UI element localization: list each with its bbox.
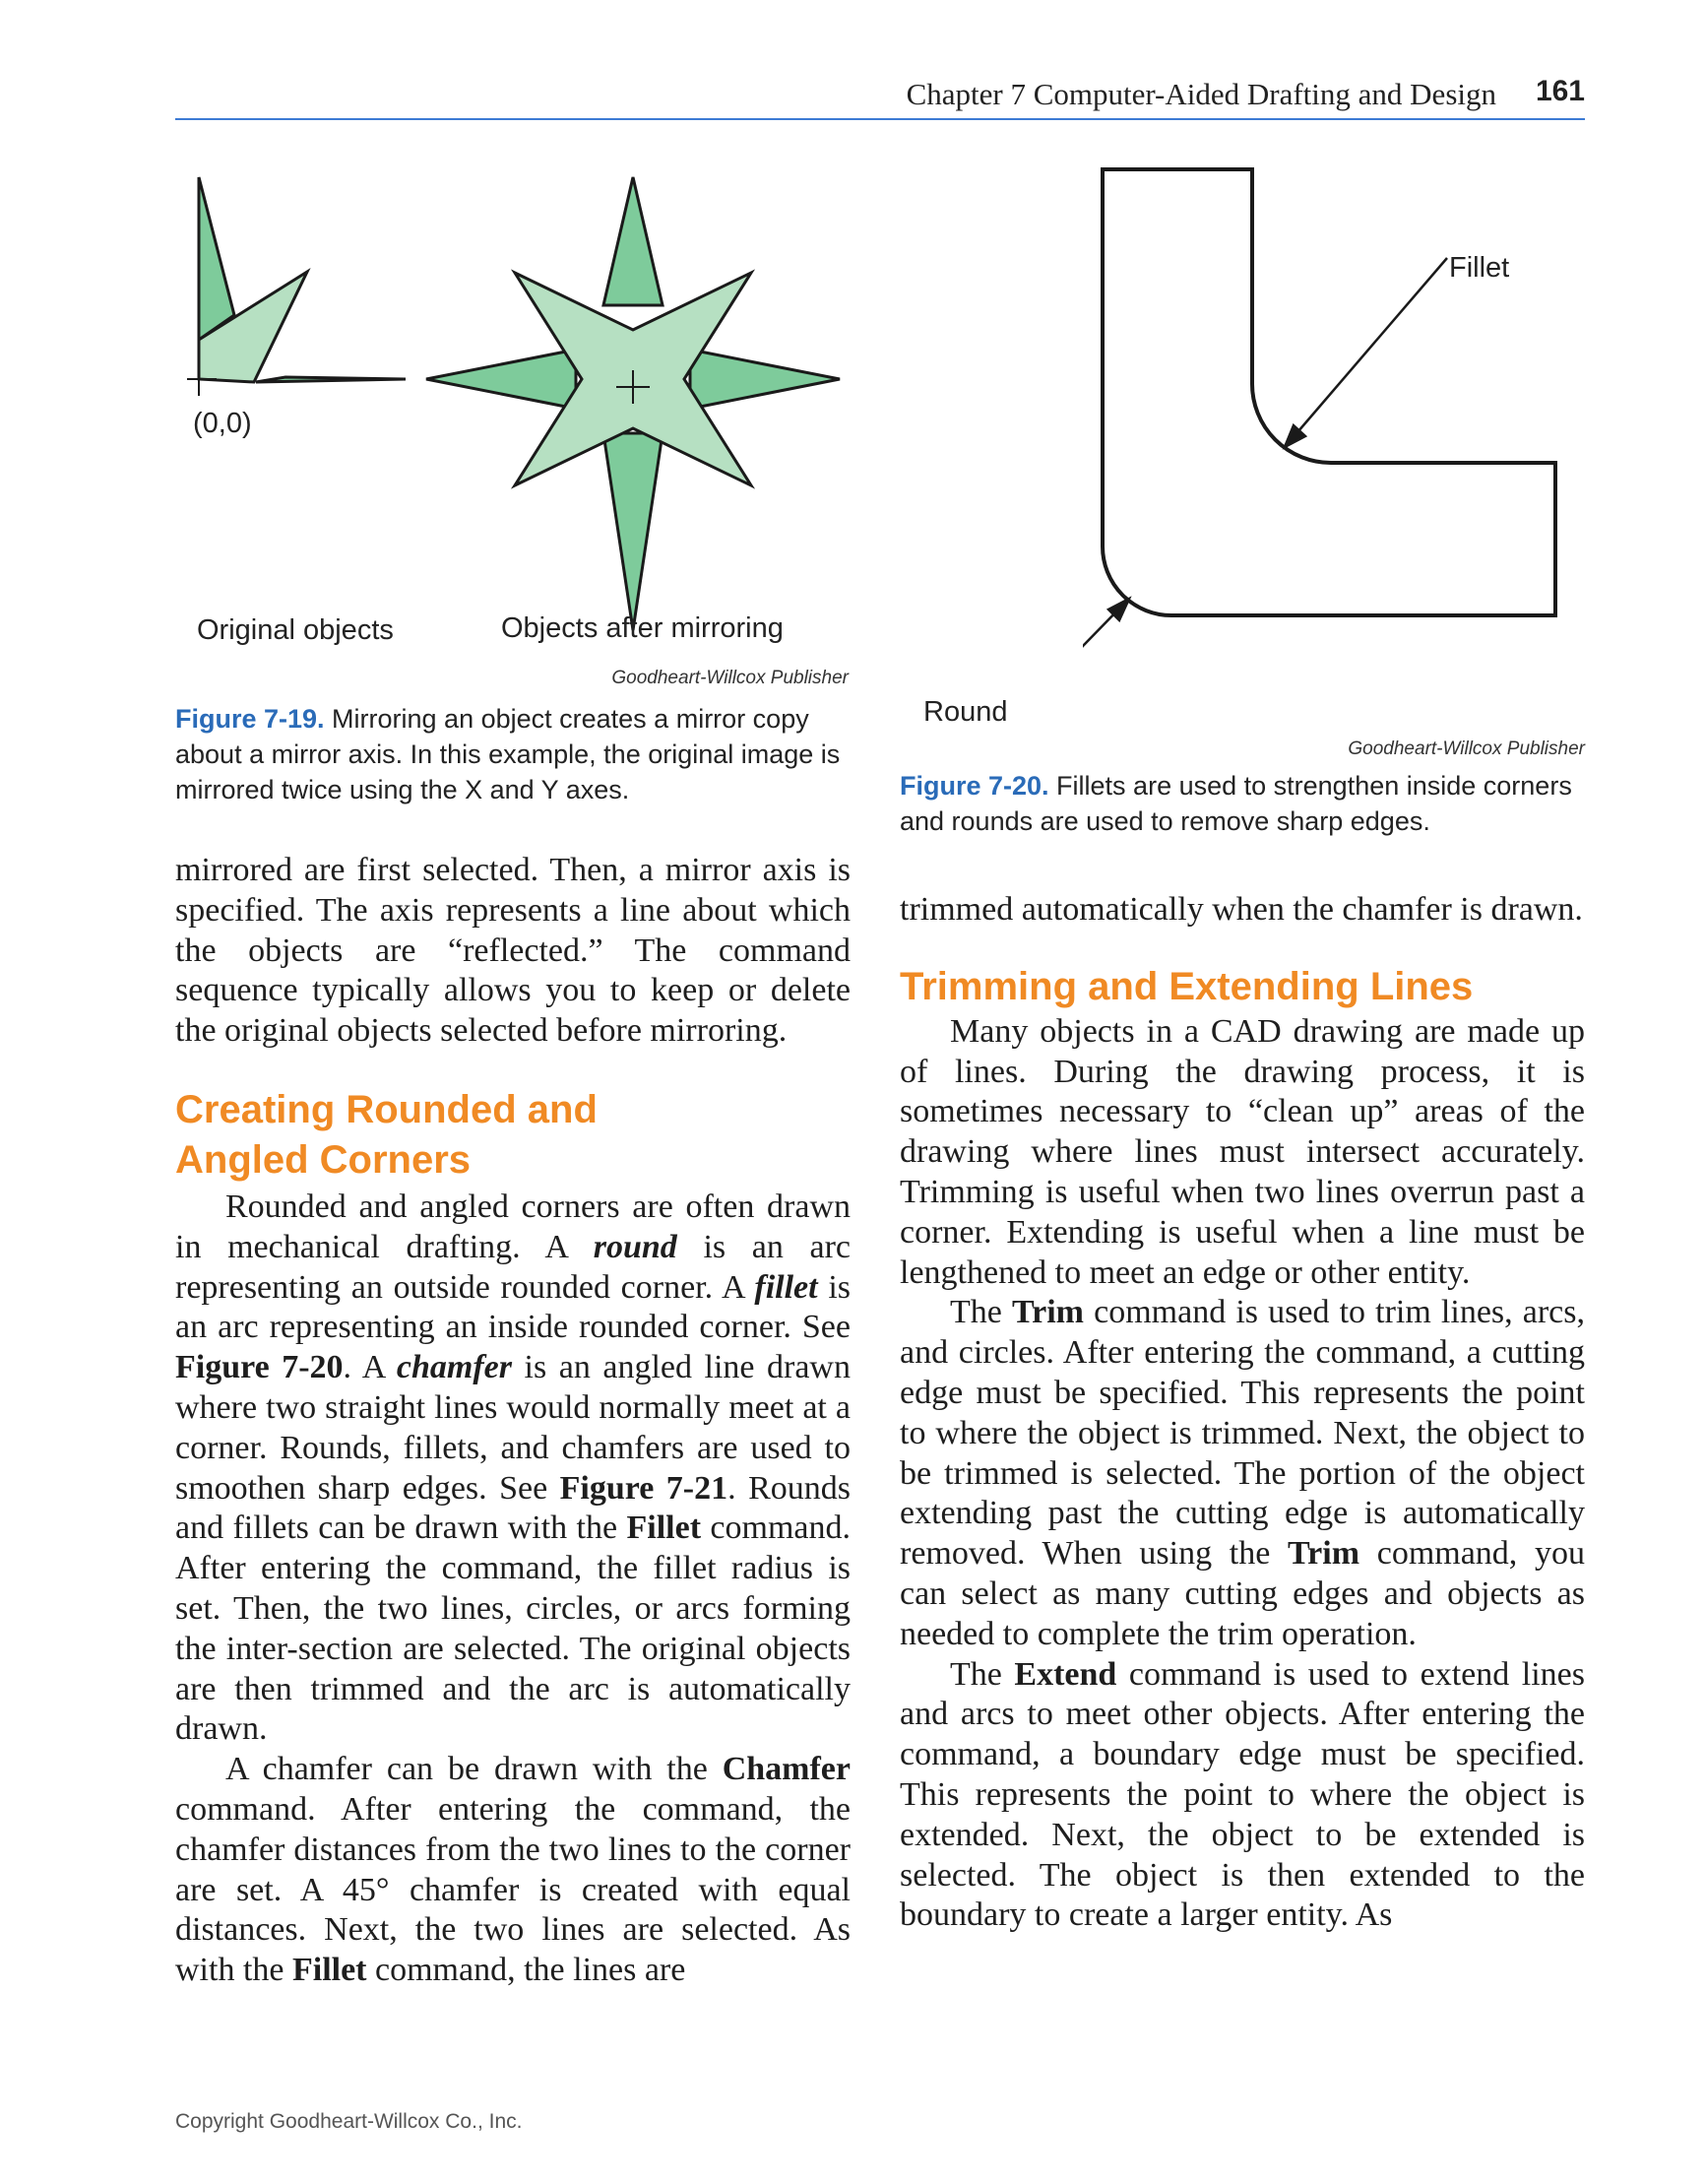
command-name: Trim [1288, 1535, 1360, 1573]
paragraph: trimmed automatically when the chamfer is drawn. [900, 891, 1583, 928]
command-name: Extend [1014, 1655, 1117, 1693]
figure-credit: Goodheart-Willcox Publisher [611, 668, 849, 688]
term-chamfer: chamfer [396, 1349, 512, 1386]
origin-label: (0,0) [193, 408, 252, 439]
page-number: 161 [1535, 75, 1585, 107]
command-name: Chamfer [722, 1751, 851, 1788]
paragraph: A chamfer can be drawn with the Chamfer command. After entering the command, the chamfer distances from the two lines to the corner are set. A 45° chamfer is created with equal distances. Next, the two lines are selected. As with the Fillet command, the lines are [175, 1751, 851, 1989]
figure-credit: Goodheart-Willcox Publisher [1348, 739, 1585, 759]
term-fillet: fillet [754, 1268, 818, 1306]
heading-line-2: Angled Corners [175, 1137, 472, 1182]
figure-number: Figure 7-19. [175, 704, 325, 734]
figure-7-19-caption [175, 701, 854, 807]
section-heading [175, 1085, 851, 1186]
fillet-leader-arrow [1285, 258, 1447, 447]
chapter-title: Chapter 7 Computer-Aided Drafting and Design [906, 77, 1496, 111]
figure-7-20-artwork [1083, 158, 1595, 748]
term-round: round [593, 1228, 677, 1265]
header-rule [175, 118, 1585, 120]
round-leader-arrow [1083, 599, 1129, 717]
paragraph: The Extend command is used to extend lines and arcs to meet other objects. After entering the command, a boundary edge must be specified. This represents the point to where the object is extended. Next, the object to be extended is selected. The object is then extended to the boundary to create a larger entity. As [900, 1655, 1586, 1934]
figure-number: Figure 7-20. [900, 771, 1049, 801]
paragraph: The Trim command is used to trim lines, arcs, and circles. After entering the command, a cutting edge must be specified. This represents the point to where the object is trimmed. Next, the object to be trimmed is selected. The portion of the object extending past the cutting edge is automatically removed. When using the Trim command, you can select as many cutting edges and objects as needed to complete the trim operation. [900, 1294, 1585, 1652]
l-bracket-outline [1103, 169, 1555, 615]
section-heading: Trimming and Extending Lines [900, 964, 1474, 1008]
caption-text: Fillets are used to strengthen inside corners and rounds are used to remove sharp edges. [900, 771, 1572, 836]
copyright-footer: Copyright Goodheart-Willcox Co., Inc. [175, 2110, 523, 2133]
command-name: Fillet [626, 1510, 702, 1547]
label-objects-after-mirroring: Objects after mirroring [501, 612, 784, 644]
right-column [900, 890, 1585, 1936]
caption-text: Mirroring an object creates a mirror copy about a mirror axis. In this example, the original image is mirrored twice using the X and Y axes. [175, 704, 841, 804]
paragraph: mirrored are first selected. Then, a mirror axis is specified. The axis represents a line about which the objects are “reflected.” The command sequence typically allows you to keep or delete the original objects selected before mirroring. [175, 852, 851, 1050]
label-fillet: Fillet [1449, 252, 1510, 284]
paragraph: Rounded and angled corners are often drawn in mechanical drafting. A round is an arc representing an outside rounded corner. A fillet is an arc representing an inside rounded corner. See Figure 7-20. A chamfer is an angled line drawn where two straight lines would normally meet at a corner. Rounds, fillets, and chamfers are used to smoothen sharp edges. See Figure 7-21. Rounds and fillets can be drawn with the Fillet command. After entering the command, the fillet radius is set. Then, the two lines, circles, or arcs forming the inter-section are selected. The original objects are then trimmed and the arc is automatically drawn. [175, 1188, 851, 1748]
figure-7-19-artwork [187, 167, 876, 640]
label-original-objects: Original objects [197, 614, 394, 646]
heading-line-1: Creating Rounded and [175, 1087, 598, 1131]
left-column [175, 851, 851, 1991]
paragraph: Many objects in a CAD drawing are made up of lines. During the drawing process, it is sometimes necessary to “clean up” areas of the drawing where lines must intersect accurately. Trimming is useful when two lines overrun past a corner. Extending is useful when a line must be lengthened to meet an edge or other entity. [900, 1012, 1585, 1291]
figure-reference: Figure 7-20 [175, 1349, 344, 1386]
original-star-shape [199, 177, 406, 382]
figure-reference: Figure 7-21 [559, 1469, 728, 1507]
figure-7-20-caption [900, 768, 1579, 839]
command-name: Trim [1011, 1294, 1084, 1331]
label-round: Round [923, 696, 1008, 728]
command-name: Fillet [291, 1952, 367, 1989]
